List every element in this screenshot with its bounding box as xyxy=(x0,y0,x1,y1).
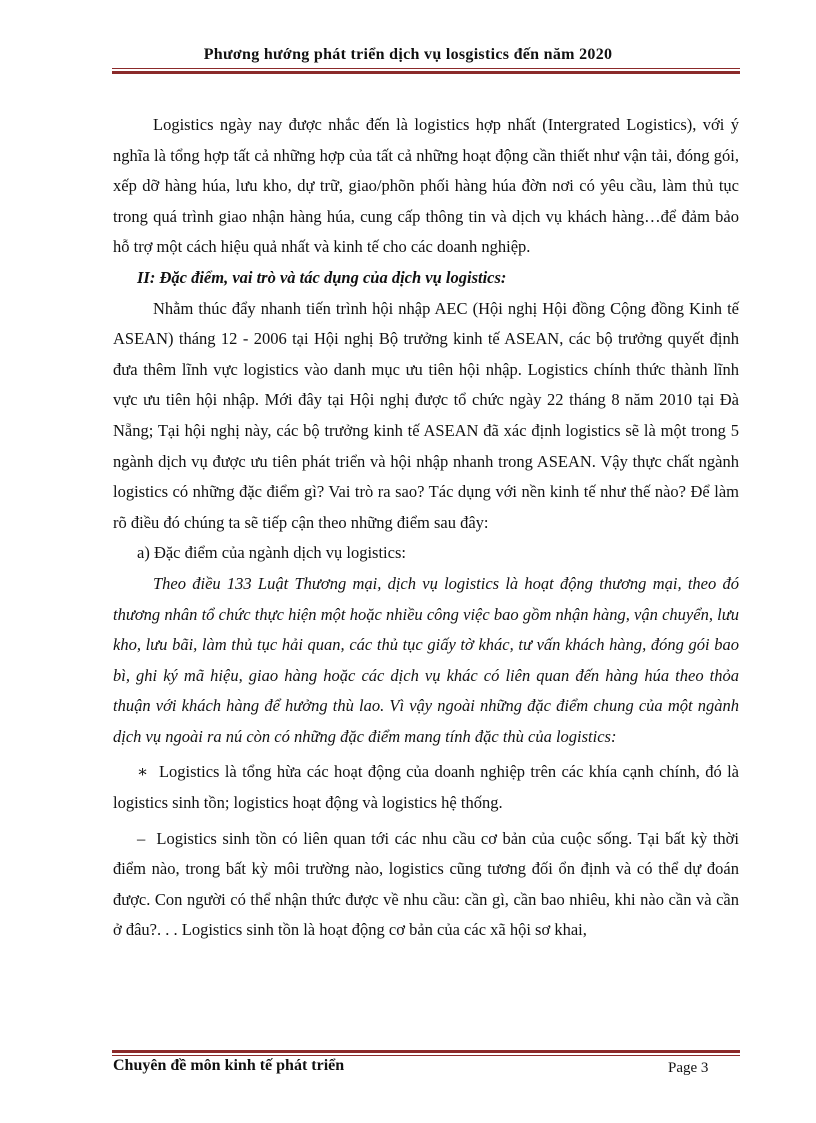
paragraph-aec: Nhằm thúc đẩy nhanh tiến trình hội nhập AEC (Hội nghị Hội đồng Cộng đồng Kinh tế ASEAN) tháng 12 - 2006 tại Hội nghị Bộ trưởng kinh tế ASEAN, các bộ trưởng quyết định đưa thêm lĩnh vực logistics vào danh mục ưu tiên hội nhập. Logistics chính thức thành lĩnh vực ưu tiên hội nhập. Mới đây tại Hội nghị được tổ chức ngày 22 tháng 8 năm 2010 tại Đà Nẵng; Tại hội nghị này, các bộ trưởng kinh tế ASEAN đã xác định logistics sẽ là một trong 5 ngành dịch vụ được ưu tiên phát triển và hội nhập nhanh trong ASEAN. Vậy thực chất ngành logistics có những đặc điểm gì? Vai trò ra sao? Tác dụng với nền kinh tế như thế nào? Để làm rõ điều đó chúng ta sẽ tiếp cận theo những điểm sau đây: xyxy=(113,298,739,532)
paragraph-law-quote: Theo điều 133 Luật Thương mại, dịch vụ logistics là hoạt động thương mại, theo đó thương nhân tổ chức thực hiện một hoặc nhiều công việc bao gồm nhận hàng, vận chuyển, lưu kho, lưu bãi, làm thủ tục hải quan, các thủ tục giấy tờ khác, tư vấn khách hàng, đóng gói bao bì, ghi ký mã hiệu, giao hàng hoặc các dịch vụ khác có liên quan đến hàng húa theo thỏa thuận với khách hàng để hưởng thù lao. Vì vậy ngoài những đặc điểm chung của một ngành dịch vụ ngoài ra nú còn có những đặc điểm mang tính đặc thù của logistics: xyxy=(113,573,739,746)
footer-rule-thin xyxy=(112,1055,740,1056)
footer-rule-thick xyxy=(112,1050,740,1053)
section-heading: II: Đặc điểm, vai trò và tác dụng của dịch vụ logistics: xyxy=(137,267,507,287)
page-number: Page 3 xyxy=(668,1060,709,1076)
page-header-title: Phương hướng phát triển dịch vụ losgistics đến năm 2020 xyxy=(203,46,613,63)
header-rule-thin xyxy=(112,68,740,69)
dash-text: Logistics sinh tồn có liên quan tới các nhu cầu cơ bản của cuộc sống. Tại bất kỳ thời điểm nào, trong bất kỳ môi trường nào, logistics cũng tương đối ổn định và có thể dự đoán được. Con người có thể nhận thức được về nhu cầu: cần gì, cần bao nhiêu, khi nào cần và cần ở đâu?. . . Logistics sinh tồn là hoạt động cơ bản của các xã hội sơ khai, xyxy=(113,828,739,940)
bullet-text: Logistics là tổng hừa các hoạt động của doanh nghiệp trên các khía cạnh chính, đó là logistics sinh tồn; logistics hoạt động và logistics hệ thống. xyxy=(113,762,740,813)
document-body xyxy=(113,110,739,946)
bullet-marker: ∗ xyxy=(137,762,149,782)
header-rule-thick xyxy=(112,71,740,74)
dash-item xyxy=(113,824,739,946)
sub-heading: a) Đặc điểm của ngành dịch vụ logistics: xyxy=(137,543,406,563)
paragraph-intro: Logistics ngày nay được nhắc đến là logistics hợp nhất (Intergrated Logistics), với ý nghĩa là tổng hợp tất cả những hợp của tất cả những hoạt động cần thiết như vận tải, đóng gói, xếp dỡ hàng húa, lưu kho, dự trữ, giao/phõn phối hàng húa đờn nơi có yêu cầu, làm thủ tục trong quá trình giao nhận hàng húa, cung cấp thông tin và dịch vụ khách hàng…để đảm bảo hỗ trợ một cách hiệu quả nhất và kinh tế cho các doanh nghiệp. xyxy=(113,115,739,257)
dash-marker: – xyxy=(137,828,146,848)
footer-course-title: Chuyên đề môn kinh tế phát triển xyxy=(113,1057,345,1074)
bullet-item xyxy=(113,757,739,818)
